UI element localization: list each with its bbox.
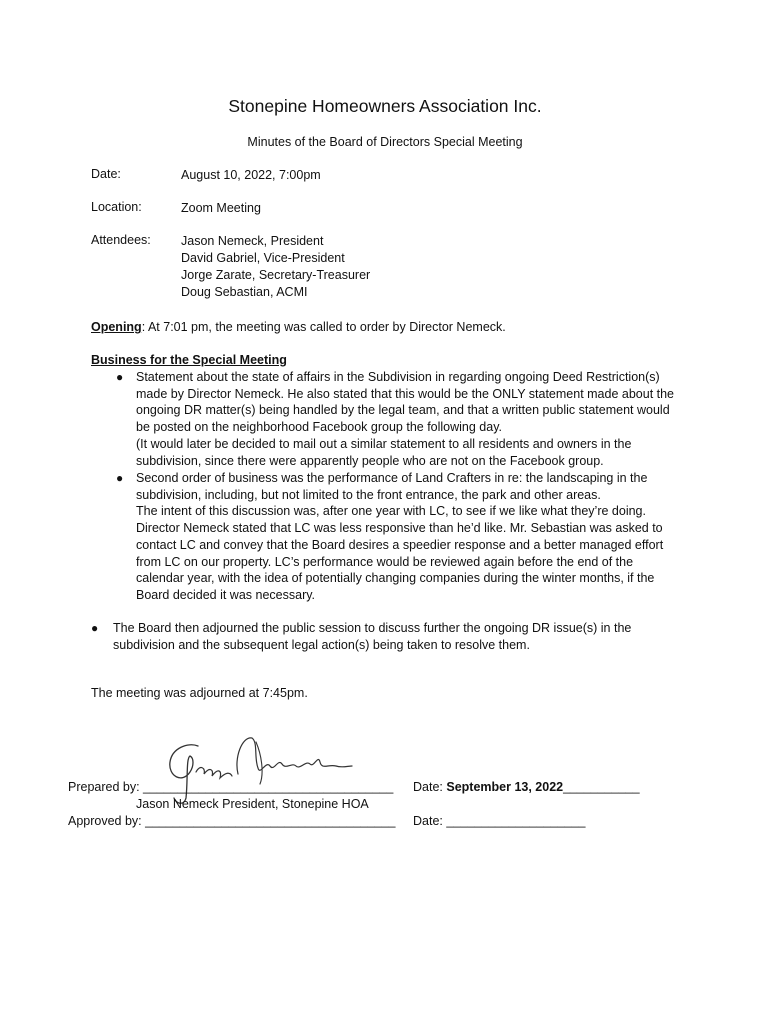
item-line: Board decided it was necessary. <box>136 587 316 602</box>
attendee-item: Jorge Zarate, Secretary-Treasurer <box>181 268 371 282</box>
approved-by-signature-line: ____________________________________ <box>145 814 396 828</box>
date-value: August 10, 2022, 7:00pm <box>181 168 321 182</box>
prepared-by-label: Prepared by: <box>68 780 144 794</box>
item-line: subdivision, since there were apparently people who are not on the Facebook group. <box>136 453 604 468</box>
prepared-date-row <box>413 779 640 796</box>
bullet-icon: ● <box>116 370 124 384</box>
approved-by-row <box>68 813 395 830</box>
location-value: Zoom Meeting <box>181 201 261 215</box>
business-item-1 <box>136 369 674 469</box>
item-line: be posted on the neighborhood Facebook group the following day. <box>136 420 503 435</box>
approved-by-label: Approved by: <box>68 814 146 828</box>
prepared-by-row <box>68 779 393 796</box>
prepared-date-trail: ___________ <box>563 780 640 794</box>
location-label: Location: <box>91 200 142 214</box>
opening-label: Opening <box>91 320 142 334</box>
attendees-label: Attendees: <box>91 233 151 247</box>
approved-date-line: ____________________ <box>446 814 586 828</box>
adjourned-statement: The meeting was adjourned at 7:45pm. <box>91 686 308 700</box>
document-title: Stonepine Homeowners Association Inc. <box>228 96 542 116</box>
item-line: The intent of this discussion was, after one year with LC, to see if we like what they’re doing. <box>136 504 646 519</box>
business-heading-text: Business for the Special Meeting <box>91 353 287 367</box>
item-line: Second order of business was the performance of Land Crafters in re: the landscaping in the <box>136 471 648 485</box>
item-line: made by Director Nemeck. He also stated that this would be the ONLY statement made about the <box>136 386 675 401</box>
prepared-by-signature-line: ____________________________________ <box>143 780 394 794</box>
preparer-name: Jason Nemeck President, Stonepine HOA <box>136 797 369 811</box>
opening-text: : At 7:01 pm, the meeting was called to order by Director Nemeck. <box>141 320 506 334</box>
attendee-item: Doug Sebastian, ACMI <box>181 285 308 299</box>
date-label: Date: <box>91 167 121 181</box>
item-line: ongoing DR matter(s) being handled by the legal team, and that a written public statement would <box>136 403 670 418</box>
item-line: The Board then adjourned the public session to discuss further the ongoing DR issue(s) in the <box>113 621 632 635</box>
bullet-icon: ● <box>116 471 124 485</box>
prepared-date-value: September 13, 2022 <box>446 780 564 794</box>
attendees-list <box>181 233 370 301</box>
attendee-item: David Gabriel, Vice-President <box>181 251 345 265</box>
attendee-item: Jason Nemeck, President <box>181 234 324 248</box>
business-heading <box>91 352 287 369</box>
approved-date-label: Date: <box>413 814 447 828</box>
document-subtitle: Minutes of the Board of Directors Special Meeting <box>247 135 523 149</box>
item-line: Director Nemeck stated that LC was less responsive than he’d like. Mr. Sebastian was asked to <box>136 521 663 536</box>
item-line: Statement about the state of affairs in the Subdivision in regarding ongoing Deed Restriction(s) <box>136 370 660 384</box>
item-line: contact LC and convey that the Board desires a speedier response and a better managed effort <box>136 537 664 552</box>
item-line: subdivision, including, but not limited to the front entrance, the park and other areas. <box>136 487 601 502</box>
item-line: (It would later be decided to mail out a similar statement to all residents and owners in the <box>136 436 632 451</box>
bullet-icon: ● <box>91 621 99 635</box>
item-line: subdivision and the subsequent legal action(s) being taken to resolve them. <box>113 637 530 652</box>
item-line: calendar year, with the idea of potentially changing companies during the winter months, if the <box>136 571 655 586</box>
approved-date-row <box>413 813 585 830</box>
business-item-3 <box>113 620 631 653</box>
prepared-date-label: Date: <box>413 780 447 794</box>
item-line: from LC on our property. LC’s performance would be reviewed again before the end of the <box>136 554 634 569</box>
business-item-2 <box>136 470 663 604</box>
opening-paragraph <box>91 319 506 336</box>
